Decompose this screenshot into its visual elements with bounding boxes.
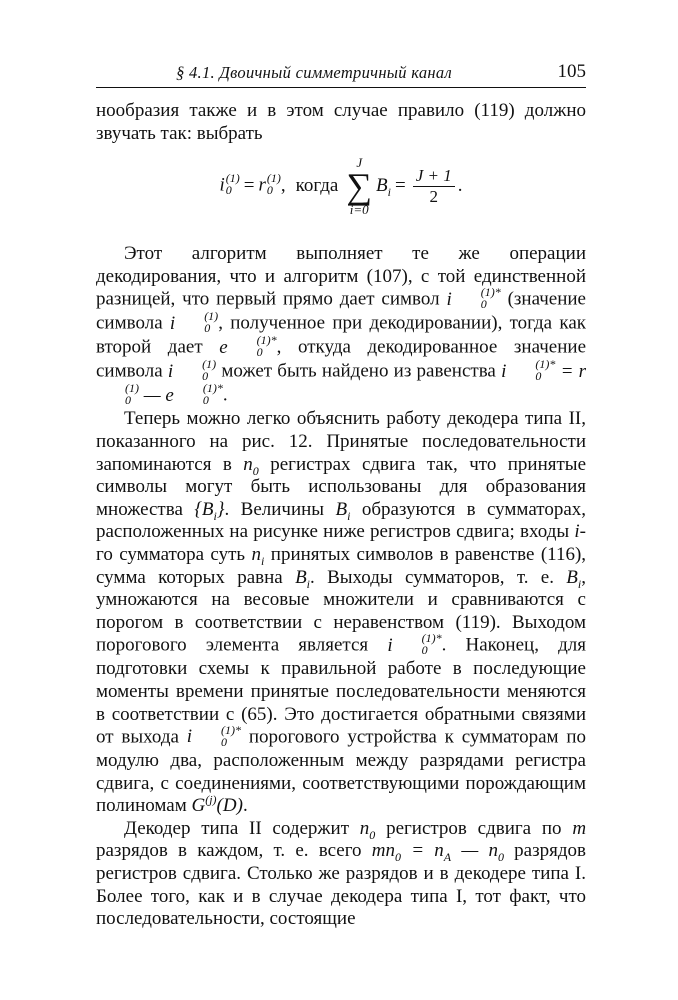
equals-sign: = — [395, 174, 406, 196]
math-n0: $n_0$ — [359, 817, 376, 842]
math-register-total: $mn_0 = n_A$ — $n_0$ — [371, 840, 504, 865]
math-set-bi: $\{B_i\}$ — [194, 498, 225, 523]
formula-lhs: i (1) 0 — [219, 171, 240, 198]
math-bi: $B_i$ — [295, 566, 311, 591]
paragraph-register-count: Декодер типа II содержит $n_0$ регистров сдвига по m разрядов в каждом, т. е. всего $mn_0 = n_A$ — $n_0$ разрядов регистров сдвига. Столько же разрядов и в декодере типа I. Более того, как и в случае декодера типа I, тот факт, что последовательности, состоящие — [96, 817, 587, 930]
paragraph-decoder-type-ii: Теперь можно легко объяснить работу декодера типа II, показанного на рис. 12. Принятые последовательности запоминаются в $n_0$ регистрах сдвига так, что принятые символы могут быть использованы для образования множества $\{B_i\}$. Величины $B_i$ образуются в сумматорах, расположенных на рисунке ниже регистров сдвига; входы i-го сумматора суть $n_i$ принятых символов в равенстве (116), сумма которых равна $B_i$. Выходы сумматоров, т. е. $B_i$, умножаются на весовые множители и сравниваются с порогом в соответствии с неравенством (119). Выходом порогового элемента является i (1)* 0 . Наконец, для подготовки схемы к правильной работе в последующие моменты времени принятые последовательности меняются в соответствии с (65). Это достигается обратными связями от выхода i (1)* 0 порогового устройства к сумматорам по модулю два, расположенным между разрядами регистра сдвига, с соединениями, соответствующими порождающим полиномам $G^{(j)}(D)$. — [96, 408, 587, 817]
math-m: m — [572, 817, 587, 839]
math-i0-star: i (1)* 0 — [446, 285, 501, 312]
math-i0-star: i (1)* 0 — [387, 631, 442, 658]
math-n0: $n_0$ — [243, 453, 259, 478]
sum-symbol: ∑ — [346, 166, 373, 207]
page — [96, 55, 586, 931]
sum-upper-limit: J — [356, 155, 363, 171]
fraction-denominator: 2 — [429, 186, 438, 206]
math-i0: i (1) 0 — [169, 309, 219, 336]
math-i: i — [574, 521, 580, 543]
running-head: § 4.1. Двоичный симметричный канал — [176, 63, 452, 82]
sum-lower-limit: i=0 — [349, 202, 369, 218]
fraction-numerator: J + 1 — [413, 166, 455, 187]
formula-rhs: r (1) 0 — [258, 171, 281, 198]
page-number: 105 — [557, 61, 586, 82]
math-ni: $n_i$ — [251, 543, 265, 568]
math-bi: $B_i$ — [566, 566, 582, 591]
math-equality: i (1)* 0 = r (1) 0 — e (1)* 0 — [125, 357, 587, 408]
equals-sign: = — [243, 174, 255, 196]
decision-formula: i (1) 0 = r (1) 0 , когда J ∑ i=0 $B_i$ = $\frac{J + 1}{2}$ . — [219, 155, 463, 218]
math-generator-polynomial: $G^{(j)}(D)$ — [191, 792, 243, 817]
formula-when: когда — [295, 174, 339, 196]
text-line: нообразия также и в этом случае правило (119) — [96, 100, 515, 121]
math-i0: i (1) 0 — [167, 357, 217, 384]
sum-term: $B_i$ — [376, 174, 391, 199]
math-bi: $B_i$ — [335, 498, 351, 523]
text-line: должно звучать так: выбрать — [96, 100, 586, 144]
fraction — [413, 166, 455, 207]
math-e0-star: e (1)* 0 — [219, 333, 277, 360]
paragraph-algorithm: Этот алгоритм выполняет те же операции декодирования, что и алгоритм (107), с той единственной разницей, что первый прямо дает символ i (1)* 0 (значение символа i (1) 0 , полученное при декодировании), тогда как второй дает e (1)* 0 , откуда декодированное значение символа i (1) 0 может быть найдено из равенства i (1)* 0 = r (1) 0 — e (1)* 0 . — [96, 243, 587, 408]
paragraph-continuation — [96, 100, 586, 145]
page-header — [96, 55, 586, 88]
summation — [346, 156, 372, 216]
math-i0-star: i (1)* 0 — [186, 723, 242, 750]
body-text — [96, 100, 586, 931]
